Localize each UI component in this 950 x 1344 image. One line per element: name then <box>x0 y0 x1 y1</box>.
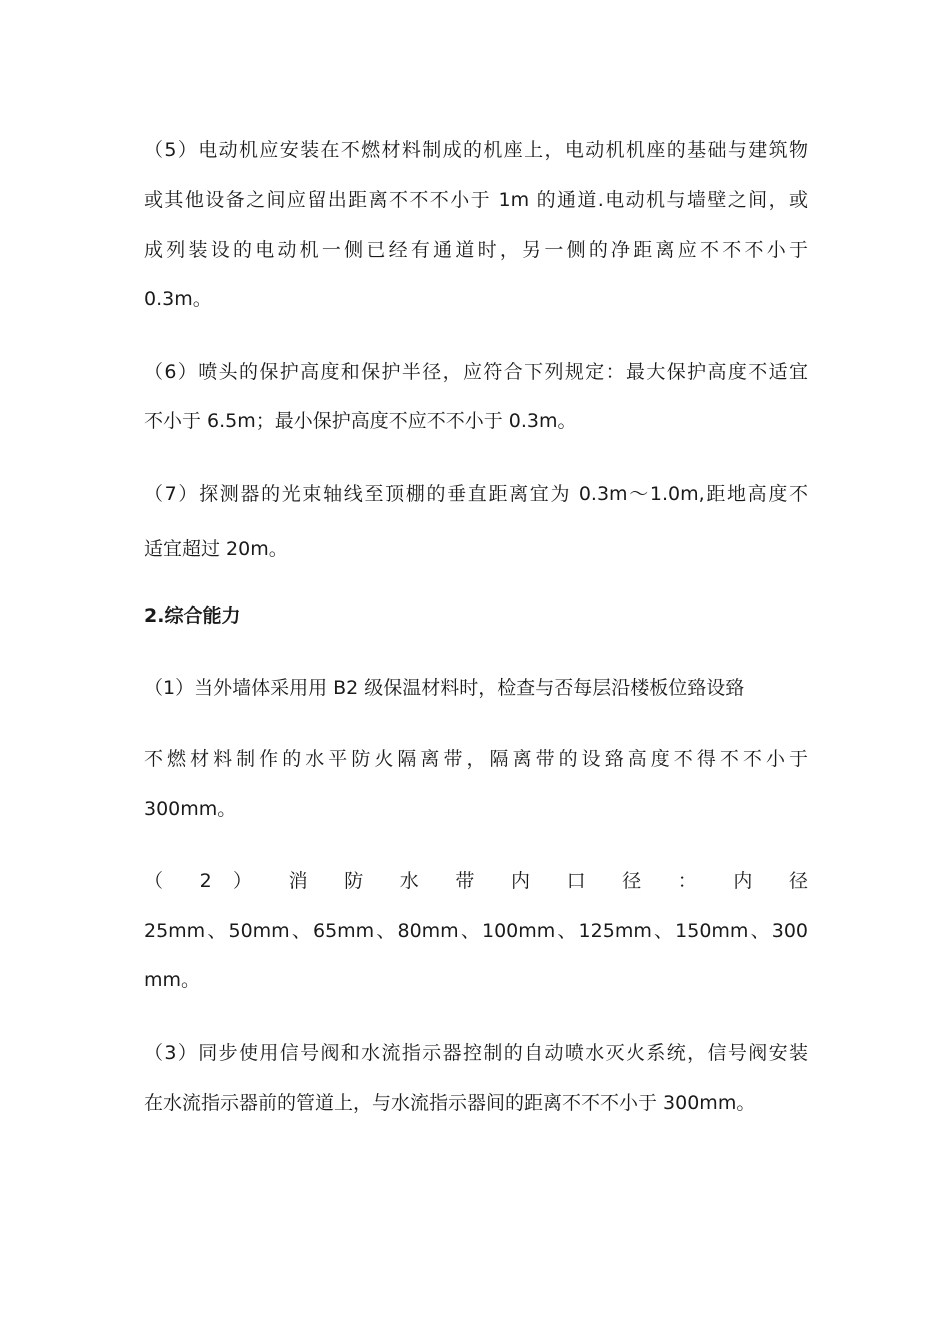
paragraph-6-line-2: 不小于 6.5m；最小保护高度不应不不小于 0.3m。 <box>144 410 577 432</box>
item-1-line-3: 300mm。 <box>144 798 237 820</box>
item-2-line-3: mm。 <box>144 969 201 991</box>
paragraph-6-line-1: （6）喷头的保护高度和保护半径，应符合下列规定：最大保护高度不适宜 <box>144 361 808 383</box>
item-2-line-1: （ 2 ） 消 防 水 带 内 口 径 ： 内 径 <box>144 870 808 892</box>
paragraph-7-line-1: （7）探测器的光束轴线至顶棚的垂直距离宜为 0.3m～1.0m,距地高度不 <box>144 483 808 505</box>
section-heading: 2.综合能力 <box>144 605 241 627</box>
item-1-line-1: （1）当外墙体采用用 B2 级保温材料时，检查与否每层沿楼板位臵设臵 <box>144 677 745 699</box>
item-1-line-2: 不燃材料制作的水平防火隔离带，隔离带的设臵高度不得不不小于 <box>144 748 808 770</box>
paragraph-5-line-3: 成列装设的电动机一侧已经有通道时，另一侧的净距离应不不不小于 <box>144 239 808 261</box>
paragraph-7-line-2: 适宜超过 20m。 <box>144 538 288 560</box>
item-2-line-2: 25mm、50mm、65mm、80mm、100mm、125mm、150mm、300 <box>144 920 808 942</box>
paragraph-5-line-1: （5）电动机应安装在不燃材料制成的机座上，电动机机座的基础与建筑物 <box>144 139 808 161</box>
paragraph-5-line-2: 或其他设备之间应留出距离不不不小于 1m 的通道.电动机与墙壁之间，或 <box>144 189 808 211</box>
item-3-line-2: 在水流指示器前的管道上，与水流指示器间的距离不不不小于 300mm。 <box>144 1092 756 1114</box>
item-3-line-1: （3）同步使用信号阀和水流指示器控制的自动喷水灭火系统，信号阀安装 <box>144 1042 808 1064</box>
paragraph-5-line-4: 0.3m。 <box>144 288 212 310</box>
